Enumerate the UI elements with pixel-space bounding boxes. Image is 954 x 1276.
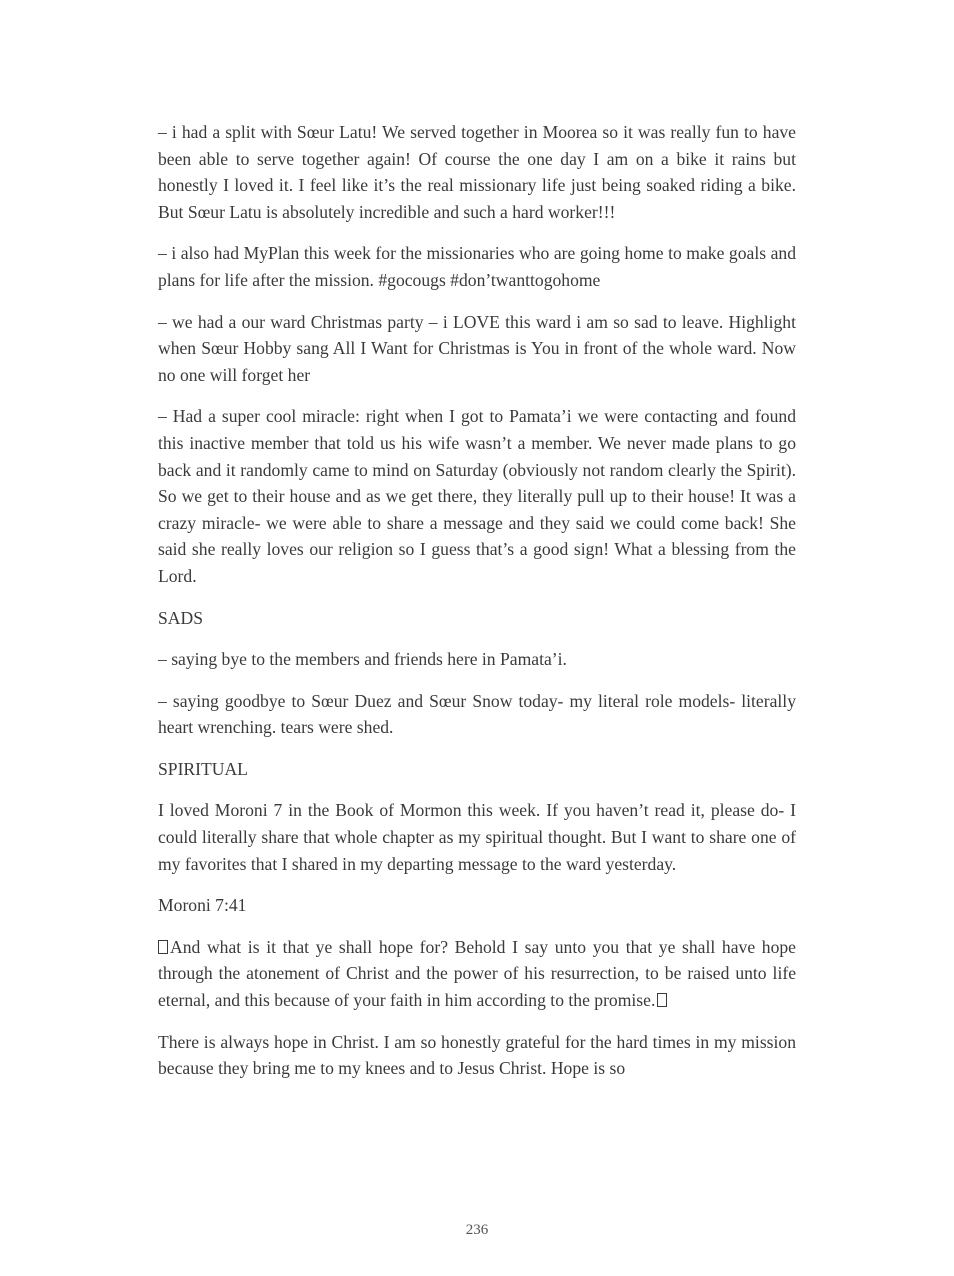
heading-sads: SADS (158, 607, 203, 628)
missing-glyph-icon (158, 940, 168, 954)
paragraph-miracle: – Had a super cool miracle: right when I got to Pamata’i we were contacting and found this inactive member that told us his wife wasn’t a member. We never made plans to go back and it randomly came to mind on Saturday (obviously not random clearly the Spirit). So we get to their house and as we get there, they literally pull up to their house! It was a crazy miracle- we were able to share a message and they said we could come back! She said she really loves our religion so I guess that’s a good sign! What a blessing from the Lord. (158, 406, 796, 586)
paragraph-goodbye-companions: – saying goodbye to Sœur Duez and Sœur Snow today- my literal role models- literally heart wrenching. tears were shed. (158, 690, 796, 738)
page-body (158, 119, 796, 1097)
missing-glyph-icon (657, 993, 667, 1007)
paragraph-split-with-soeur-latu: – i had a split with Sœur Latu! We served together in Moorea so it was really fun to have been able to serve together again! Of course the one day I am on a bike it rains but honestly I loved it. I feel like it’s the real missionary life just being soaked riding a bike. But Sœur Latu is absolutely incredible and such a hard worker!!! (158, 122, 796, 222)
paragraph-myplan: – i also had MyPlan this week for the missionaries who are going home to make goals and plans for life after the mission. #gocougs #don’twanttogohome (158, 243, 796, 290)
page-number: 236 (465, 1222, 489, 1238)
scripture-quote (158, 934, 796, 1014)
paragraph-hope-in-christ: There is always hope in Christ. I am so honestly grateful for the hard times in my mission because they bring me to my knees and to Jesus Christ. Hope is so (158, 1031, 796, 1079)
paragraph-moroni-7: I loved Moroni 7 in the Book of Mormon this week. If you haven’t read it, please do- I could literally share that whole chapter as my spiritual thought. But I want to share one of my favorites that I shared in my departing message to the ward yesterday. (158, 800, 796, 874)
paragraph-bye-to-members: – saying bye to the members and friends here in Pamata’i. (158, 649, 567, 670)
paragraph-ward-christmas-party: – we had a our ward Christmas party – i LOVE this ward i am so sad to leave. Highlight when Sœur Hobby sang All I Want for Christmas is You in front of the whole ward. Now no one will forget her (158, 311, 796, 385)
scripture-quote-text: And what is it that ye shall hope for? Behold I say unto you that ye shall have hope through the atonement of Christ and the power of his resurrection, to be raised unto life eternal, and this because of your faith in him according to the promise. (158, 936, 796, 1011)
heading-spiritual: SPIRITUAL (158, 758, 248, 779)
scripture-reference: Moroni 7:41 (158, 895, 247, 916)
